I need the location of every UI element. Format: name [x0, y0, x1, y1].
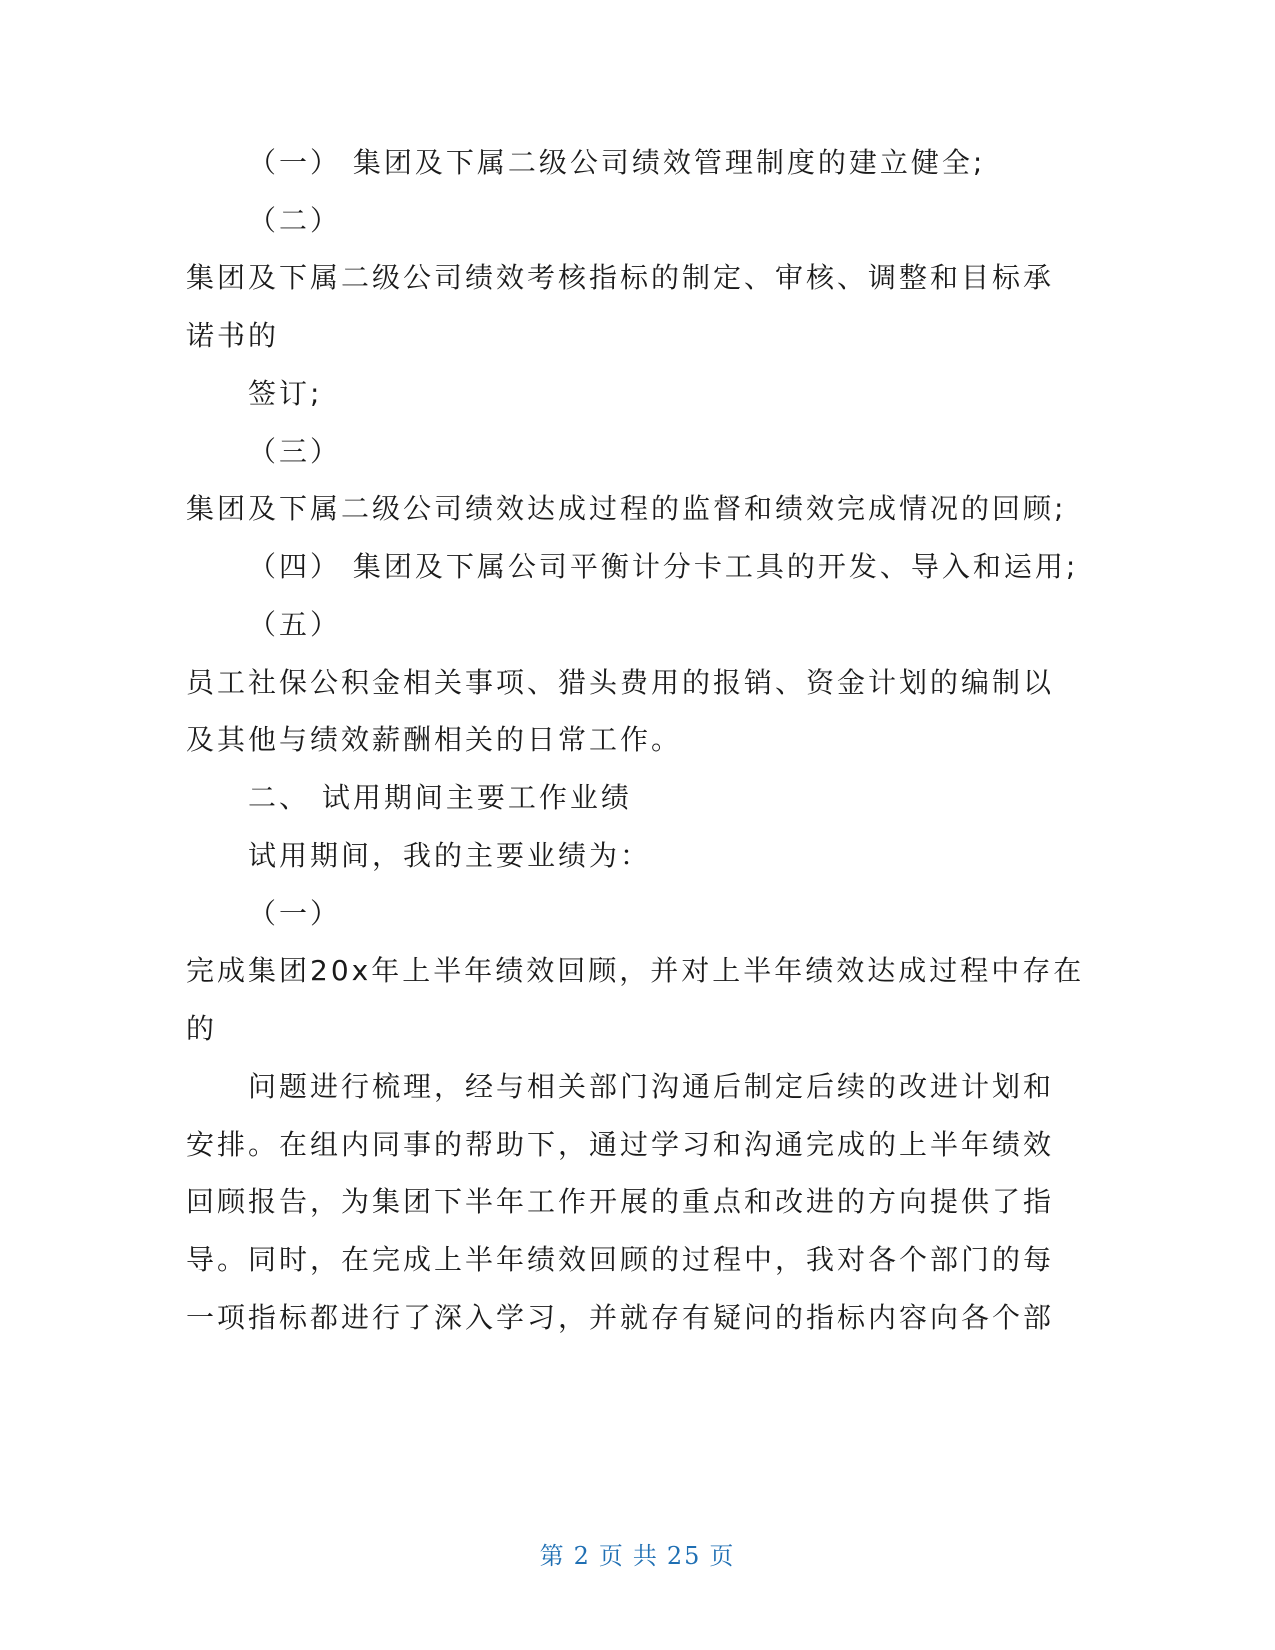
paragraph-line: 的 — [186, 1012, 218, 1045]
paragraph-line: 回顾报告，为集团下半年工作开展的重点和改进的方向提供了指 — [186, 1185, 1055, 1218]
footer-page-word: 页 — [598, 1542, 625, 1570]
paragraph-line: 问题进行梳理，经与相关部门沟通后制定后续的改进计划和 — [248, 1070, 1055, 1103]
paragraph-line: 及其他与绩效薪酬相关的日常工作。 — [186, 723, 683, 756]
paragraph-line: 导。同时，在完成上半年绩效回顾的过程中，我对各个部门的每 — [186, 1243, 1055, 1276]
paragraph-line: （一） — [248, 897, 342, 930]
footer-total-pages: 25 — [666, 1542, 702, 1570]
paragraph-line: （四） 集团及下属公司平衡计分卡工具的开发、导入和运用; — [248, 550, 1079, 583]
paragraph-line: （二） — [248, 204, 342, 237]
paragraph-line: 完成集团20x年上半年绩效回顾，并对上半年绩效达成过程中存在 — [186, 954, 1085, 987]
paragraph-line: 试用期间，我的主要业绩为： — [248, 839, 652, 872]
paragraph-line: 一项指标都进行了深入学习，并就存有疑问的指标内容向各个部 — [186, 1301, 1055, 1334]
footer-current-page: 2 — [573, 1542, 591, 1570]
paragraph-line: 签订; — [248, 377, 323, 410]
section-heading: 二、 试用期间主要工作业绩 — [248, 781, 632, 814]
paragraph-line: （三） — [248, 435, 342, 468]
paragraph-line: 安排。在组内同事的帮助下，通过学习和沟通完成的上半年绩效 — [186, 1128, 1055, 1161]
paragraph-line: 集团及下属二级公司绩效达成过程的监督和绩效完成情况的回顾; — [186, 492, 1067, 525]
page-footer — [0, 1536, 1275, 1571]
paragraph-line: 员工社保公积金相关事项、猎头费用的报销、资金计划的编制以 — [186, 666, 1055, 699]
paragraph-line: 集团及下属二级公司绩效考核指标的制定、审核、调整和目标承 — [186, 261, 1055, 294]
paragraph-line: （五） — [248, 608, 342, 641]
footer-prefix: 第 — [539, 1542, 566, 1570]
paragraph-line: （一） 集团及下属二级公司绩效管理制度的建立健全; — [248, 146, 986, 179]
paragraph-line: 诺书的 — [186, 319, 280, 352]
footer-total-word: 共 — [632, 1542, 659, 1570]
footer-suffix: 页 — [709, 1542, 736, 1570]
